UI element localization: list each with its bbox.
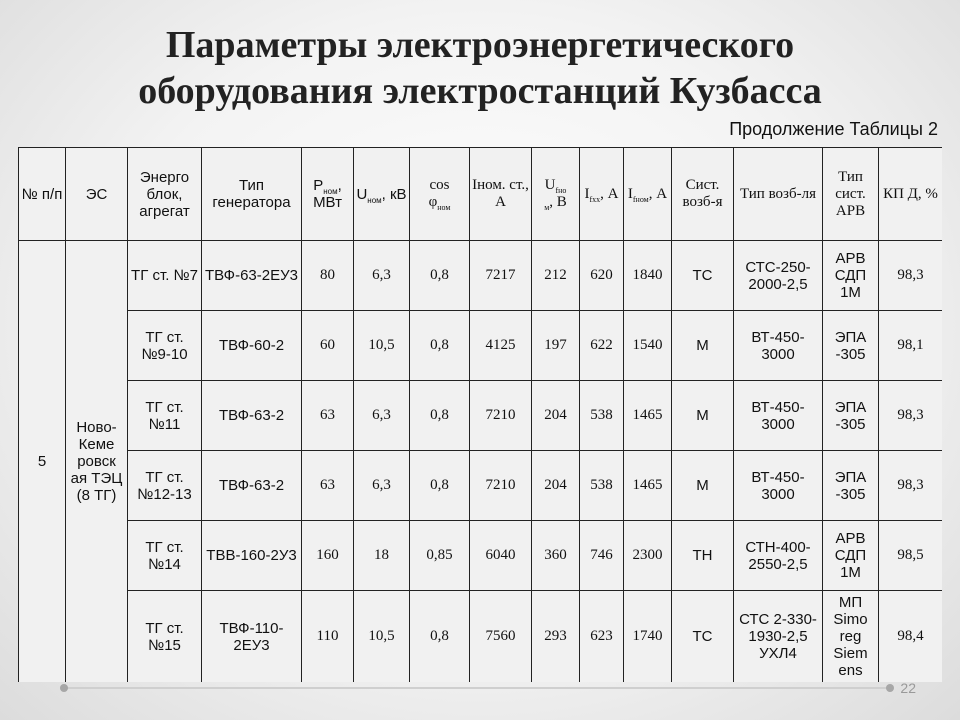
if-xx-cell: 538 — [580, 451, 624, 521]
table-row — [19, 311, 943, 381]
unit-cell: ТГ ст. №15 — [128, 591, 202, 683]
if-nom-cell: 2300 — [624, 521, 672, 591]
if-nom-cell: 1465 — [624, 381, 672, 451]
arv-type-cell: ЭПА -305 — [823, 451, 879, 521]
if-nom-cell: 1540 — [624, 311, 672, 381]
if-xx-cell: 622 — [580, 311, 624, 381]
footer-right-dot — [886, 684, 894, 692]
unit-cell: ТГ ст. №9-10 — [128, 311, 202, 381]
sys-exc-cell: М — [672, 311, 734, 381]
kpd-cell: 98,1 — [879, 311, 943, 381]
header-num: № п/п — [19, 148, 66, 241]
if-xx-cell: 538 — [580, 381, 624, 451]
inom-cell: 7210 — [470, 381, 532, 451]
u-nom-cell: 10,5 — [354, 591, 410, 683]
parameters-table — [18, 147, 942, 682]
table-row — [19, 451, 943, 521]
arv-type-cell: МП Simo reg Siem ens — [823, 591, 879, 683]
table-row — [19, 521, 943, 591]
exc-type-cell: ВТ-450-3000 — [734, 311, 823, 381]
cos-cell: 0,8 — [410, 591, 470, 683]
station-name-cell: Ново-Кеме ровск ая ТЭЦ (8 ТГ) — [66, 241, 128, 683]
p-nom-cell: 110 — [302, 591, 354, 683]
exc-type-cell: ВТ-450-3000 — [734, 451, 823, 521]
group-num-cell: 5 — [19, 241, 66, 683]
gen-type-cell: ТВФ-110-2ЕУ3 — [202, 591, 302, 683]
title-line-2: оборудования электростанций Кузбасса — [138, 70, 822, 112]
p-nom-cell: 63 — [302, 381, 354, 451]
if-xx-cell: 746 — [580, 521, 624, 591]
gen-type-cell: ТВФ-63-2 — [202, 451, 302, 521]
header-inom: Iном. ст., А — [470, 148, 532, 241]
cos-cell: 0,85 — [410, 521, 470, 591]
arv-type-cell: ЭПА -305 — [823, 311, 879, 381]
inom-cell: 4125 — [470, 311, 532, 381]
uf-nom-cell: 293 — [532, 591, 580, 683]
if-nom-cell: 1840 — [624, 241, 672, 311]
header-sys-exc: Сист. возб-я — [672, 148, 734, 241]
sys-exc-cell: М — [672, 381, 734, 451]
exc-type-cell: СТС 2-330-1930-2,5 УХЛ4 — [734, 591, 823, 683]
footer-left-dot — [60, 684, 68, 692]
uf-nom-cell: 360 — [532, 521, 580, 591]
header-exc-type: Тип возб-ля — [734, 148, 823, 241]
arv-type-cell: ЭПА -305 — [823, 381, 879, 451]
header-cos-phi: cos $\varphi_{ном}$ — [410, 148, 470, 241]
gen-type-cell: ТВФ-63-2 — [202, 381, 302, 451]
kpd-cell: 98,3 — [879, 241, 943, 311]
table-row — [19, 591, 943, 683]
gen-type-cell: ТВВ-160-2У3 — [202, 521, 302, 591]
p-nom-cell: 160 — [302, 521, 354, 591]
u-nom-cell: 6,3 — [354, 241, 410, 311]
u-nom-cell: 6,3 — [354, 381, 410, 451]
cos-cell: 0,8 — [410, 241, 470, 311]
p-nom-cell: 80 — [302, 241, 354, 311]
header-if-xx: $I_{fхх}$, А — [580, 148, 624, 241]
header-row — [19, 148, 943, 241]
arv-type-cell: АРВ СДП 1М — [823, 241, 879, 311]
gen-type-cell: ТВФ-63-2ЕУ3 — [202, 241, 302, 311]
slide-title — [0, 22, 960, 114]
footer-divider — [65, 687, 890, 689]
title-line-1: Параметры электроэнергетического — [165, 24, 795, 66]
header-gen-type: Тип генератора — [202, 148, 302, 241]
u-nom-cell: 6,3 — [354, 451, 410, 521]
inom-cell: 7210 — [470, 451, 532, 521]
kpd-cell: 98,3 — [879, 381, 943, 451]
table-subtitle: Продолжение Таблицы 2 — [729, 119, 938, 139]
uf-nom-cell: 197 — [532, 311, 580, 381]
sys-exc-cell: ТС — [672, 591, 734, 683]
if-xx-cell: 620 — [580, 241, 624, 311]
kpd-cell: 98,5 — [879, 521, 943, 591]
inom-cell: 7560 — [470, 591, 532, 683]
header-p-nom: $P_{ном}$, МВт — [302, 148, 354, 241]
sys-exc-cell: ТС — [672, 241, 734, 311]
arv-type-cell: АРВ СДП 1М — [823, 521, 879, 591]
sys-exc-cell: М — [672, 451, 734, 521]
if-nom-cell: 1465 — [624, 451, 672, 521]
p-nom-cell: 63 — [302, 451, 354, 521]
page-number: 22 — [900, 680, 916, 696]
inom-cell: 6040 — [470, 521, 532, 591]
cos-cell: 0,8 — [410, 381, 470, 451]
table-row — [19, 241, 943, 311]
unit-cell: ТГ ст. №7 — [128, 241, 202, 311]
uf-nom-cell: 204 — [532, 451, 580, 521]
header-unit: Энерго блок, агрегат — [128, 148, 202, 241]
if-xx-cell: 623 — [580, 591, 624, 683]
unit-cell: ТГ ст. №14 — [128, 521, 202, 591]
table-row — [19, 381, 943, 451]
u-nom-cell: 18 — [354, 521, 410, 591]
header-uf-nom: $U_{fно}$ $_м$, В — [532, 148, 580, 241]
header-es: ЭС — [66, 148, 128, 241]
table-container — [18, 147, 942, 682]
header-kpd: КП Д, % — [879, 148, 943, 241]
uf-nom-cell: 204 — [532, 381, 580, 451]
uf-nom-cell: 212 — [532, 241, 580, 311]
cos-cell: 0,8 — [410, 311, 470, 381]
kpd-cell: 98,4 — [879, 591, 943, 683]
exc-type-cell: ВТ-450-3000 — [734, 381, 823, 451]
unit-cell: ТГ ст. №11 — [128, 381, 202, 451]
header-u-nom: $U_{ном}$, кВ — [354, 148, 410, 241]
sys-exc-cell: ТН — [672, 521, 734, 591]
gen-type-cell: ТВФ-60-2 — [202, 311, 302, 381]
inom-cell: 7217 — [470, 241, 532, 311]
exc-type-cell: СТН-400-2550-2,5 — [734, 521, 823, 591]
kpd-cell: 98,3 — [879, 451, 943, 521]
p-nom-cell: 60 — [302, 311, 354, 381]
unit-cell: ТГ ст. №12-13 — [128, 451, 202, 521]
u-nom-cell: 10,5 — [354, 311, 410, 381]
header-arv-type: Тип сист. АРВ — [823, 148, 879, 241]
exc-type-cell: СТС-250-2000-2,5 — [734, 241, 823, 311]
cos-cell: 0,8 — [410, 451, 470, 521]
header-if-nom: $I_{fном}$, А — [624, 148, 672, 241]
if-nom-cell: 1740 — [624, 591, 672, 683]
